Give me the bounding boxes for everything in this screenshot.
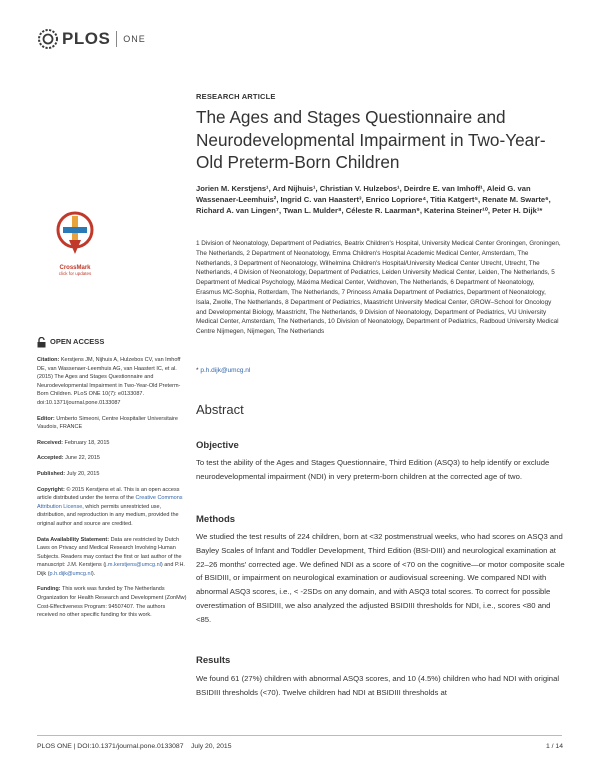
footer-divider	[37, 735, 562, 736]
received-label: Received:	[37, 439, 63, 446]
page-number: 1 / 14	[545, 743, 563, 750]
editor-label: Editor:	[37, 415, 55, 422]
article-title: The Ages and Stages Questionnaire and Neurodevelopmental Impairment in Two-Year-Old Preterm-Born Children	[196, 107, 546, 172]
published-date: July 20, 2015	[66, 470, 100, 477]
accepted-label: Accepted:	[37, 455, 64, 462]
crossmark-label: CrossMark	[59, 265, 91, 271]
methods-heading: Methods	[196, 514, 236, 525]
logo-divider	[116, 31, 117, 47]
author-email-link-1[interactable]: j.m.kerstjens@umcg.nl	[105, 562, 161, 569]
received-date: February 18, 2015	[64, 439, 110, 446]
results-text: We found 61 (27%) children with abnormal ASQ3 scores, and 10 (4.5%) children who had NDI with original BSIDIII thresholds (<70). Twelve children had NDI at BSIDIII thresholds at	[196, 674, 560, 697]
copyright-post: , which permits unrestricted use, distribution, and reproduction in any medium, provided the original author and source are credited.	[37, 503, 179, 527]
editor	[37, 415, 187, 432]
license-link[interactable]: Creative Commons Attribution License	[37, 495, 183, 510]
copyright-label: Copyright:	[37, 486, 65, 493]
open-lock-icon	[37, 337, 46, 348]
author-email-link-2[interactable]: p.h.dijk@umcg.nl	[49, 570, 92, 577]
results-heading: Results	[196, 655, 231, 666]
accepted-date: June 22, 2015	[65, 455, 100, 462]
editor-text: Umberto Simeoni, Centre Hospitalier Universitaire Vaudois, FRANCE	[37, 415, 178, 431]
data-availability-pre: Data are restricted by Dutch Laws on Privacy and Medical Research Involving Human Subjects. Readers may contact the first or last author of the manuscript: J.M. Kerstjens (	[37, 536, 182, 569]
citation-label: Citation:	[37, 357, 60, 363]
email-marker: *	[196, 367, 199, 374]
data-availability	[37, 536, 187, 579]
plos-logo-icon	[37, 28, 59, 50]
data-availability-label: Data Availability Statement:	[37, 536, 110, 543]
published-label: Published:	[37, 470, 66, 477]
open-access-badge	[37, 337, 187, 348]
data-availability-mid: ) and P.H. Dijk (	[37, 562, 185, 577]
copyright	[37, 486, 187, 529]
funding-text: This work was funded by The Netherlands Organization for Health Research and Development (ZonMw) Cost-Effectiveness Program: 94507407. The authors received no other specific funding for this work.	[37, 586, 187, 619]
crossmark-icon	[55, 210, 95, 258]
objective-heading: Objective	[196, 440, 239, 451]
published	[37, 470, 187, 479]
methods-text: We studied the test results of 224 children, born at <32 postmenstrual weeks, who had scores on ASQ3 and Bayley Scales of Infant and Toddler Development, Third Edition (BSI-DIII) and neurological examination at 22–26 months' corrected age. We defined NDI as a score of <70 on the cognitive—or motor composite scale of BSIDIII, or impairment on neurological examination or audiovisual screening. We compared NDI with abnormal ASQ3 scores, i.e., < -2SDs on any domain, and with ASQ3 total scores. To correct for possible overestimation of BSIDIII, we also analyzed the adjusted BSIDIII thresholds for NDI, i.e., scores <80 and <85.	[196, 532, 565, 624]
funding-label: Funding:	[37, 586, 61, 593]
citation	[37, 356, 187, 408]
brand-name: PLOS	[62, 29, 111, 48]
affiliations: 1 Division of Neonatology, Department of Pediatrics, Beatrix Children's Hospital, University Medical Center Groningen, Groningen, The Netherlands, 2 Department of Neonatology, Emma Children's Hospital Academic Medical Center, Amsterdam, The Netherlands, 3 Department of Neonatology, Wilhelmina Children's Hospital/University Medical Center Utrecht, Utrecht, The Netherlands, 4 Division of Neonatology, Department of Pediatrics, Leiden University Medical Center, Leiden, The Netherlands, 5 Department of Medical Psychology, Máxima Medical Center, Veldhoven, The Netherlands, 6 Department of Neonatology, Erasmus MC-Sophia, Rotterdam, The Netherlands, 7 Princess Amalia Department of Pediatrics, Department of Neonatology, Isala, Zwolle, The Netherlands, 8 Department of Pediatrics, Maastricht University Medical Center, GROW–School for Oncology and Developmental Biology, Maastricht, The Netherlands, 9 Division of Neonatology, Department of Pediatrics, VU University Medical Center, Amsterdam, The Netherlands, 10 Division of Neonatology, Department of Pediatrics, Radboud University Medical Centre Nijmegen, Nijmegen, The Netherlands	[196, 240, 561, 336]
article-type: RESEARCH ARTICLE	[196, 92, 276, 101]
corresponding-email	[196, 367, 250, 374]
citation-text: Kerstjens JM, Nijhuis A, Hulzebos CV, van Imhoff DE, van Wassenaer-Leemhuis AG, van Haastert IC, et al. (2015) The Ages and Stages Questionnaire and Neurodevelopmental Impairment in Two-Year-Old Preterm-Born Children. PLoS ONE 10(7): e0133087. doi:10.1371/journal.pone.0133087	[37, 357, 181, 406]
email-link[interactable]: p.h.dijk@umcg.nl	[200, 367, 251, 374]
copyright-pre: © 2015 Kerstjens et al. This is an open access article distributed under the terms of the	[37, 486, 180, 502]
objective-text: To test the ability of the Ages and Stages Questionnaire, Third Edition (ASQ3) to help identify or exclude neurodevelopmental impairment (NDI) in very preterm-born children at the corrected age of two.	[196, 458, 550, 481]
funding	[37, 585, 187, 619]
author-list: Jorien M. Kerstjens¹, Ard Nijhuis¹, Christian V. Hulzebos¹, Deirdre E. van Imhoff¹, Aleid G. van Wassenaer-Leemhuis², Ingrid C. van Haastert³, Enrico Lopriore⁴, Titia Katgert⁵, Renate M. Swarte⁶, Richard A. van Lingen⁷, Twan L. Mulder⁸, Céleste R. Laarman⁹, Katerina Steiner¹⁰, Peter H. Dijk¹*	[196, 184, 551, 216]
crossmark-sub: click for updates	[58, 271, 92, 276]
journal-name: ONE	[123, 34, 146, 44]
data-availability-post: ).	[91, 570, 96, 577]
plos-logo[interactable]	[37, 27, 146, 51]
accepted	[37, 454, 187, 463]
article-sidebar	[37, 337, 187, 627]
crossmark-badge[interactable]	[40, 210, 110, 276]
footer-citation: PLOS ONE | DOI:10.1371/journal.pone.0133087 July 20, 2015	[37, 743, 232, 750]
received	[37, 439, 187, 448]
abstract-heading: Abstract	[196, 402, 244, 417]
open-access-label: OPEN ACCESS	[50, 337, 105, 347]
